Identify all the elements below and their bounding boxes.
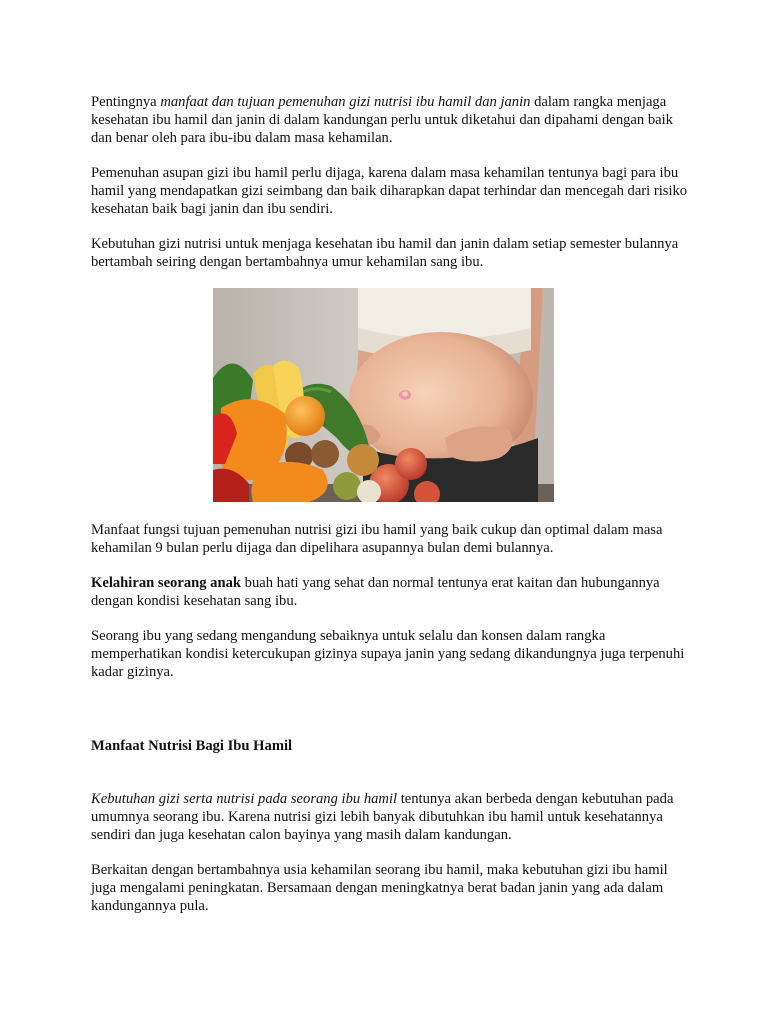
- italic-phrase: manfaat dan tujuan pemenuhan gizi nutrisi ibu hamil dan janin: [160, 94, 531, 110]
- section-heading: Manfaat Nutrisi Bagi Ibu Hamil: [91, 738, 293, 754]
- paragraph-berkaitan: Berkaitan dengan bertambahnya usia kehamilan seorang ibu hamil, maka kebutuhan gizi ibu hamil juga mengalami peningkatan. Bersamaan dengan meningkatnya berat badan janin yang ada dalam kandungannya pula.: [91, 862, 668, 914]
- text-span: dalam rangka menjaga kesehatan ibu hamil dan janin di dalam kandungan perlu untuk diketahui dan dipahami dengan baik dan benar oleh para ibu-ibu dalam masa kehamilan.: [91, 94, 673, 146]
- pregnancy-nutrition-photo: [213, 288, 554, 502]
- paragraph-intro: [91, 93, 691, 147]
- paragraph-seorang-ibu: Seorang ibu yang sedang mengandung sebaiknya untuk selalu dan konsen dalam rangka memperhatikan kondisi ketercukupan gizinya supaya janin yang sedang dikandungnya juga terpenuhi kadar gizinya.: [91, 628, 685, 680]
- text-span: Pentingnya: [91, 94, 161, 110]
- paragraph-manfaat-fungsi: Manfaat fungsi tujuan pemenuhan nutrisi gizi ibu hamil yang baik cukup dan optimal dalam masa kehamilan 9 bulan perlu dijaga dan dipelihara asupannya bulan demi bulannya.: [91, 522, 663, 556]
- bold-phrase: Kelahiran seorang anak: [91, 575, 242, 591]
- photo-illustration: [213, 288, 554, 502]
- paragraph-asupan: Pemenuhan asupan gizi ibu hamil perlu dijaga, karena dalam masa kehamilan tentunya bagi para ibu hamil yang mendapatkan gizi seimbang dan baik diharapkan dapat terhindar dan mencegah dari risiko kesehatan baik bagi janin dan ibu sendiri.: [91, 165, 688, 217]
- paragraph-kebutuhan: Kebutuhan gizi nutrisi untuk menjaga kesehatan ibu hamil dan janin dalam setiap semester bulannya bertambah seiring dengan bertambahnya umur kehamilan sang ibu.: [91, 236, 679, 270]
- document-page: [91, 93, 691, 932]
- text-span: tentunya akan berbeda dengan kebutuhan pada umumnya seorang ibu. Karena nutrisi gizi lebih banyak dibutuhkan ibu hamil untuk kesehatannya sendiri dan juga kesehatan calon bayinya yang masih dalam kandungan.: [91, 791, 674, 843]
- heading-spacer: [91, 755, 691, 790]
- italic-phrase: Kebutuhan gizi serta nutrisi pada seorang ibu hamil: [91, 791, 398, 807]
- paragraph-kebutuhan-gizi: [91, 790, 691, 844]
- paragraph-kelahiran: [91, 574, 691, 610]
- text-span: buah hati yang sehat dan normal tentunya erat kaitan dan hubungannya dengan kondisi kesehatan sang ibu.: [91, 575, 660, 609]
